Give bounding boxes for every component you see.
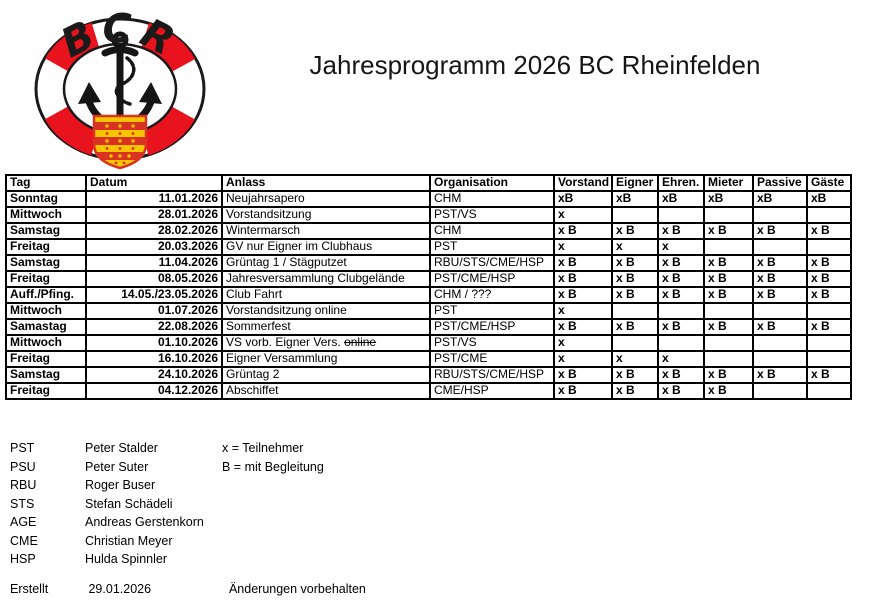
page-title: Jahresprogramm 2026 BC Rheinfelden xyxy=(309,50,761,80)
mark-cell xyxy=(753,351,807,367)
legend-name: Peter Stalder xyxy=(85,441,158,455)
mark-cell xyxy=(612,303,658,319)
mark-cell: x B xyxy=(704,255,753,271)
mark-cell xyxy=(658,335,704,351)
mark-cell: x B xyxy=(554,271,612,287)
mark-cell: x B xyxy=(554,223,612,239)
datum-cell: 22.08.2026 xyxy=(86,319,222,335)
legend-row xyxy=(10,441,324,460)
anlass-cell: Neujahrsapero xyxy=(222,191,430,207)
table-row xyxy=(6,255,851,271)
mark-cell: x xyxy=(554,207,612,223)
legend-code: PST xyxy=(10,441,35,455)
table-row xyxy=(6,191,851,207)
footer-label: Erstellt xyxy=(10,582,49,596)
mark-cell: x B xyxy=(753,319,807,335)
anlass-cell: Club Fahrt xyxy=(222,287,430,303)
tag-cell: Freitag xyxy=(6,383,86,399)
mark-cell: x B xyxy=(807,287,851,303)
organisation-cell: CHM xyxy=(430,223,554,239)
mark-cell: x xyxy=(554,303,612,319)
mark-cell xyxy=(658,207,704,223)
mark-cell: x B xyxy=(658,271,704,287)
mark-cell: x xyxy=(554,239,612,255)
table-row xyxy=(6,351,851,367)
col-header-tag: Tag xyxy=(6,175,86,191)
col-header-gaeste: Gäste xyxy=(807,175,851,191)
mark-cell: x B xyxy=(704,383,753,399)
mark-cell: x xyxy=(554,335,612,351)
anlass-cell: VS vorb. Eigner Vers. online xyxy=(222,335,430,351)
mark-cell: x B xyxy=(704,367,753,383)
mark-cell: x B xyxy=(807,319,851,335)
table-row xyxy=(6,383,851,399)
table-row xyxy=(6,335,851,351)
mark-cell: x B xyxy=(753,367,807,383)
mark-cell xyxy=(612,335,658,351)
datum-cell: 20.03.2026 xyxy=(86,239,222,255)
table-body xyxy=(6,191,851,399)
col-header-datum: Datum xyxy=(86,175,222,191)
anlass-cell: Jahresversammlung Clubgelände xyxy=(222,271,430,287)
mark-cell: x B xyxy=(612,271,658,287)
table-header-row xyxy=(6,175,851,191)
legend-code: HSP xyxy=(10,552,36,566)
mark-cell xyxy=(753,207,807,223)
anlass-cell: GV nur Eigner im Clubhaus xyxy=(222,239,430,255)
organisation-cell: PST/CME xyxy=(430,351,554,367)
legend-row xyxy=(10,515,324,534)
mark-cell: x B xyxy=(554,319,612,335)
legend-name: Andreas Gerstenkorn xyxy=(85,515,204,529)
anlass-cell: Grüntag 2 xyxy=(222,367,430,383)
anlass-cell: Eigner Versammlung xyxy=(222,351,430,367)
mark-cell: x B xyxy=(807,223,851,239)
legend-note: B = mit Begleitung xyxy=(222,459,324,474)
table-row xyxy=(6,271,851,287)
mark-cell: xB xyxy=(658,191,704,207)
mark-cell: x B xyxy=(554,255,612,271)
mark-cell xyxy=(807,303,851,319)
table-row xyxy=(6,207,851,223)
legend-row xyxy=(10,497,324,516)
anlass-cell: Wintermarsch xyxy=(222,223,430,239)
mark-cell: x B xyxy=(658,287,704,303)
mark-cell: xB xyxy=(753,191,807,207)
col-header-ehren: Ehren. xyxy=(658,175,704,191)
legend-code: RBU xyxy=(10,478,37,492)
mark-cell xyxy=(704,207,753,223)
mark-cell: x B xyxy=(807,367,851,383)
datum-cell: 28.01.2026 xyxy=(86,207,222,223)
anlass-cell: Abschiffet xyxy=(222,383,430,399)
tag-cell: Sonntag xyxy=(6,191,86,207)
datum-cell: 04.12.2026 xyxy=(86,383,222,399)
mark-cell: x B xyxy=(807,271,851,287)
mark-cell xyxy=(612,207,658,223)
organisation-cell: PST xyxy=(430,303,554,319)
mark-cell: x B xyxy=(658,319,704,335)
datum-cell: 28.02.2026 xyxy=(86,223,222,239)
mark-cell: x xyxy=(658,351,704,367)
mark-cell: x B xyxy=(753,223,807,239)
mark-cell xyxy=(753,303,807,319)
legend-row xyxy=(10,478,324,497)
table-row xyxy=(6,319,851,335)
footer-row xyxy=(10,582,366,596)
legend-row xyxy=(10,534,324,553)
mark-cell: x xyxy=(658,239,704,255)
mark-cell: x B xyxy=(612,383,658,399)
legend xyxy=(10,441,324,571)
tag-cell: Freitag xyxy=(6,271,86,287)
mark-cell: x xyxy=(612,239,658,255)
mark-cell: x B xyxy=(753,287,807,303)
tag-cell: Samstag xyxy=(6,255,86,271)
mark-cell xyxy=(753,239,807,255)
legend-code: STS xyxy=(10,496,35,511)
mark-cell xyxy=(753,335,807,351)
mark-cell: xB xyxy=(704,191,753,207)
legend-name: Peter Suter xyxy=(85,459,149,474)
mark-cell: x B xyxy=(658,383,704,399)
mark-cell: x B xyxy=(658,367,704,383)
mark-cell: x B xyxy=(612,287,658,303)
col-header-passive: Passive xyxy=(753,175,807,191)
legend-code: PSU xyxy=(10,459,36,474)
mark-cell xyxy=(807,335,851,351)
legend-code: CME xyxy=(10,533,38,548)
organisation-cell: RBU/STS/CME/HSP xyxy=(430,255,554,271)
anlass-cell: Grüntag 1 / Stägputzet xyxy=(222,255,430,271)
legend-note: x = Teilnehmer xyxy=(222,441,304,455)
datum-cell: 14.05./23.05.2026 xyxy=(86,287,222,303)
mark-cell: x B xyxy=(753,255,807,271)
mark-cell: x B xyxy=(704,287,753,303)
datum-cell: 11.04.2026 xyxy=(86,255,222,271)
mark-cell: x xyxy=(554,351,612,367)
col-header-vorstand: Vorstand xyxy=(554,175,612,191)
organisation-cell: CHM / ??? xyxy=(430,287,554,303)
legend-row xyxy=(10,460,324,479)
mark-cell: x B xyxy=(704,223,753,239)
mark-cell xyxy=(807,239,851,255)
mark-cell xyxy=(704,351,753,367)
tag-cell: Samstag xyxy=(6,367,86,383)
tag-cell: Samastag xyxy=(6,319,86,335)
mark-cell: x B xyxy=(612,223,658,239)
tag-cell: Mittwoch xyxy=(6,303,86,319)
program-table xyxy=(5,174,852,400)
mark-cell: x B xyxy=(704,319,753,335)
organisation-cell: PST/CME/HSP xyxy=(430,271,554,287)
anlass-cell: Sommerfest xyxy=(222,319,430,335)
table-row xyxy=(6,223,851,239)
datum-cell: 24.10.2026 xyxy=(86,367,222,383)
anlass-cell: Vorstandsitzung online xyxy=(222,303,430,319)
mark-cell xyxy=(704,303,753,319)
organisation-cell: PST/CME/HSP xyxy=(430,319,554,335)
mark-cell: x B xyxy=(807,255,851,271)
datum-cell: 11.01.2026 xyxy=(86,191,222,207)
mark-cell xyxy=(807,351,851,367)
mark-cell xyxy=(704,335,753,351)
col-header-mieter: Mieter xyxy=(704,175,753,191)
mark-cell xyxy=(807,383,851,399)
mark-cell: x B xyxy=(658,255,704,271)
rheinfelden-shield-icon xyxy=(94,116,146,168)
footer-note: Änderungen vorbehalten xyxy=(228,582,366,596)
mark-cell: x B xyxy=(612,367,658,383)
mark-cell: x B xyxy=(658,223,704,239)
footer-date: 29.01.2026 xyxy=(88,582,152,596)
mark-cell: x B xyxy=(612,255,658,271)
table-row xyxy=(6,239,851,255)
organisation-cell: CME/HSP xyxy=(430,383,554,399)
mark-cell: x B xyxy=(554,383,612,399)
table-row xyxy=(6,287,851,303)
legend-name: Roger Buser xyxy=(85,478,156,492)
mark-cell: x B xyxy=(612,319,658,335)
anlass-cell: Vorstandsitzung xyxy=(222,207,430,223)
mark-cell xyxy=(807,207,851,223)
tag-cell: Samstag xyxy=(6,223,86,239)
legend-name: Hulda Spinnler xyxy=(85,552,167,566)
table-row xyxy=(6,303,851,319)
tag-cell: Freitag xyxy=(6,239,86,255)
datum-cell: 16.10.2026 xyxy=(86,351,222,367)
tag-cell: Auff./Pfing. xyxy=(6,287,86,303)
bcr-logo xyxy=(25,4,215,176)
tag-cell: Mittwoch xyxy=(6,335,86,351)
legend-code: AGE xyxy=(10,515,37,529)
legend-name: Stefan Schädeli xyxy=(85,496,173,511)
logo-text: BCR xyxy=(54,6,186,68)
mark-cell: x B xyxy=(554,367,612,383)
mark-cell: x B xyxy=(704,271,753,287)
col-header-organisation: Organisation xyxy=(430,175,554,191)
mark-cell: xB xyxy=(807,191,851,207)
tag-cell: Freitag xyxy=(6,351,86,367)
strikethrough-text: online xyxy=(344,335,377,350)
legend-row xyxy=(10,552,324,571)
col-header-eigner: Eigner xyxy=(612,175,658,191)
mark-cell: xB xyxy=(612,191,658,207)
col-header-anlass: Anlass xyxy=(222,175,430,191)
organisation-cell: PST/VS xyxy=(430,335,554,351)
table-row xyxy=(6,367,851,383)
mark-cell: x xyxy=(612,351,658,367)
datum-cell: 01.10.2026 xyxy=(86,335,222,351)
organisation-cell: PST/VS xyxy=(430,207,554,223)
legend-name: Christian Meyer xyxy=(85,533,173,548)
organisation-cell: PST xyxy=(430,239,554,255)
mark-cell xyxy=(753,383,807,399)
datum-cell: 01.07.2026 xyxy=(86,303,222,319)
mark-cell xyxy=(658,303,704,319)
tag-cell: Mittwoch xyxy=(6,207,86,223)
mark-cell xyxy=(704,239,753,255)
mark-cell: x B xyxy=(753,271,807,287)
mark-cell: x B xyxy=(554,287,612,303)
organisation-cell: CHM xyxy=(430,191,554,207)
datum-cell: 08.05.2026 xyxy=(86,271,222,287)
mark-cell: xB xyxy=(554,191,612,207)
organisation-cell: RBU/STS/CME/HSP xyxy=(430,367,554,383)
